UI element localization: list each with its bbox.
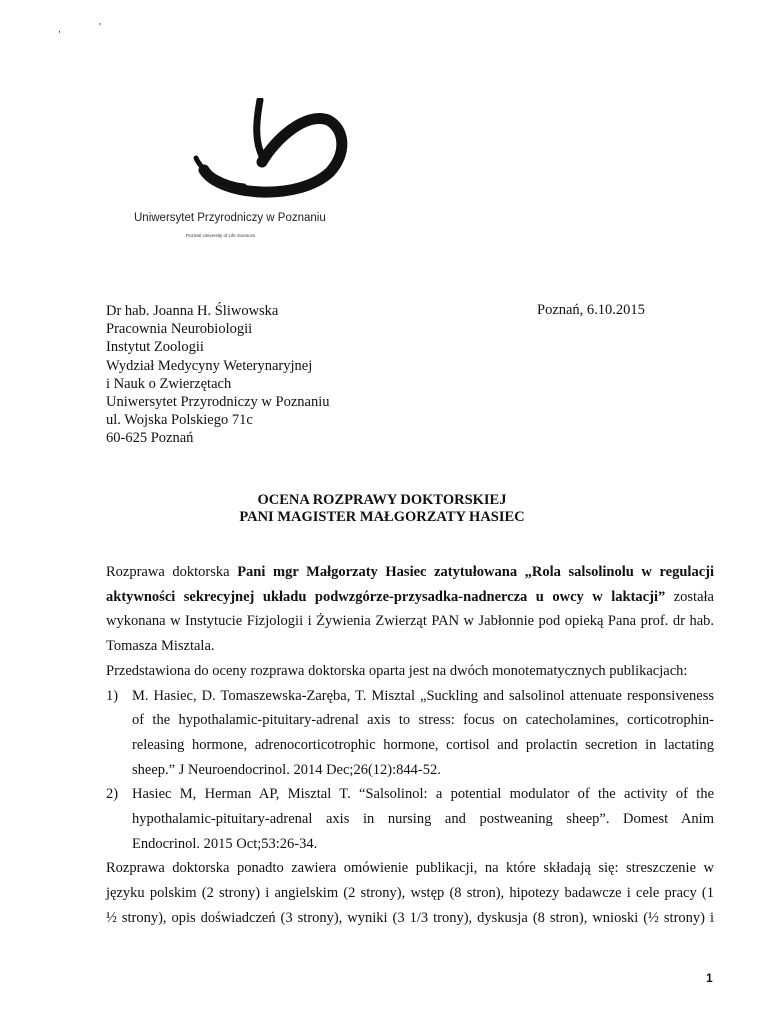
reference-number: 2) (106, 786, 119, 803)
letter-date: Poznań, 6.10.2015 (537, 302, 645, 318)
title-line: OCENA ROZPRAWY DOKTORSKIEJ (257, 492, 507, 508)
address-line: 60-625 Poznań (106, 430, 194, 447)
university-logo-icon (190, 98, 360, 206)
reference-item (106, 782, 714, 856)
document-title (0, 492, 764, 526)
address-line: Dr hab. Joanna H. Śliwowska (106, 303, 279, 319)
emphasis-text: aktywności sekrecyjnej układu podwzgórze-przysadka-nadnercza u owcy w laktacji” (106, 588, 666, 605)
reference-list (106, 684, 714, 857)
page-number: 1 (706, 971, 713, 985)
reference-line: hypothalamic-pituitary-adrenal axis in nursing and postweaning sheep”. Domest Anim (132, 811, 714, 828)
reference-line: of the hypothalamic-pituitary-adrenal axis to stress: focus on catecholamines, corticotrophin- (132, 712, 714, 729)
university-subtitle: Poznań University of Life Sciences (186, 233, 256, 238)
document-body (106, 560, 714, 931)
reference-line: Endocrinol. 2015 Oct;53:26-34. (132, 835, 318, 852)
body-line: Tomasza Misztala. (106, 638, 215, 655)
scan-speck: ' (99, 22, 101, 33)
sender-address (106, 302, 330, 448)
emphasis-text: Pani mgr Małgorzaty Hasiec zatytułowana „Rola salsolinolu w regulacji (237, 564, 715, 580)
closing-paragraph (106, 856, 714, 930)
reference-line: M. Hasiec, D. Tomaszewska-Zaręba, T. Misztal „Suckling and salsolinol attenuate responsiveness (132, 687, 714, 704)
reference-number: 1) (106, 687, 119, 704)
title-line: PANI MAGISTER MAŁGORZATY HASIEC (239, 509, 525, 525)
address-line: Uniwersytet Przyrodniczy w Poznaniu (106, 394, 330, 411)
intro-paragraph (106, 560, 714, 659)
address-line: i Nauk o Zwierzętach (106, 375, 232, 392)
address-line: Pracownia Neurobiologii (106, 321, 253, 338)
body-line (106, 585, 714, 610)
reference-line: sheep.” J Neuroendocrinol. 2014 Dec;26(12):844-52. (132, 761, 441, 778)
body-line: Rozprawa doktorska ponadto zawiera omówienie publikacji, na które składają się: streszczenie w (106, 860, 714, 877)
scan-speck: , (58, 24, 61, 35)
reference-item (106, 684, 714, 783)
body-line (106, 560, 714, 585)
reference-line: Hasiec M, Herman AP, Misztal T. “Salsolinol: a potential modulator of the activity of the (132, 786, 714, 803)
address-line: Wydział Medycyny Weterynaryjnej (106, 357, 313, 374)
address-line: Instytut Zoologii (106, 339, 204, 356)
body-line: języku polskim (2 strony) i angielskim (2 strony), wstęp (8 stron), hipotezy badawcze i cele pracy (1 (106, 885, 714, 902)
body-line: wykonana w Instytucie Fizjologii i Żywienia Zwierząt PAN w Jabłonnie pod opieką Pana prof. dr hab. (106, 613, 714, 630)
reference-line: releasing hormone, adrenocorticotrophic hormone, cortisol and prolactin secretion in lactating (132, 736, 714, 753)
intro-paragraph-2: Przedstawiona do oceny rozprawa doktorska oparta jest na dwóch monotematycznych publikacjach: (106, 662, 688, 679)
text-run: została (665, 588, 714, 605)
text-run: Rozprawa doktorska (106, 564, 238, 580)
university-name: Uniwersytet Przyrodniczy w Poznaniu (134, 212, 326, 224)
address-line: ul. Wojska Polskiego 71c (106, 412, 253, 429)
body-line: ½ strony), opis doświadczeń (3 strony), wyniki (3 1/3 trony), dyskusja (8 stron), wnioski (½ strony) i (106, 909, 714, 926)
